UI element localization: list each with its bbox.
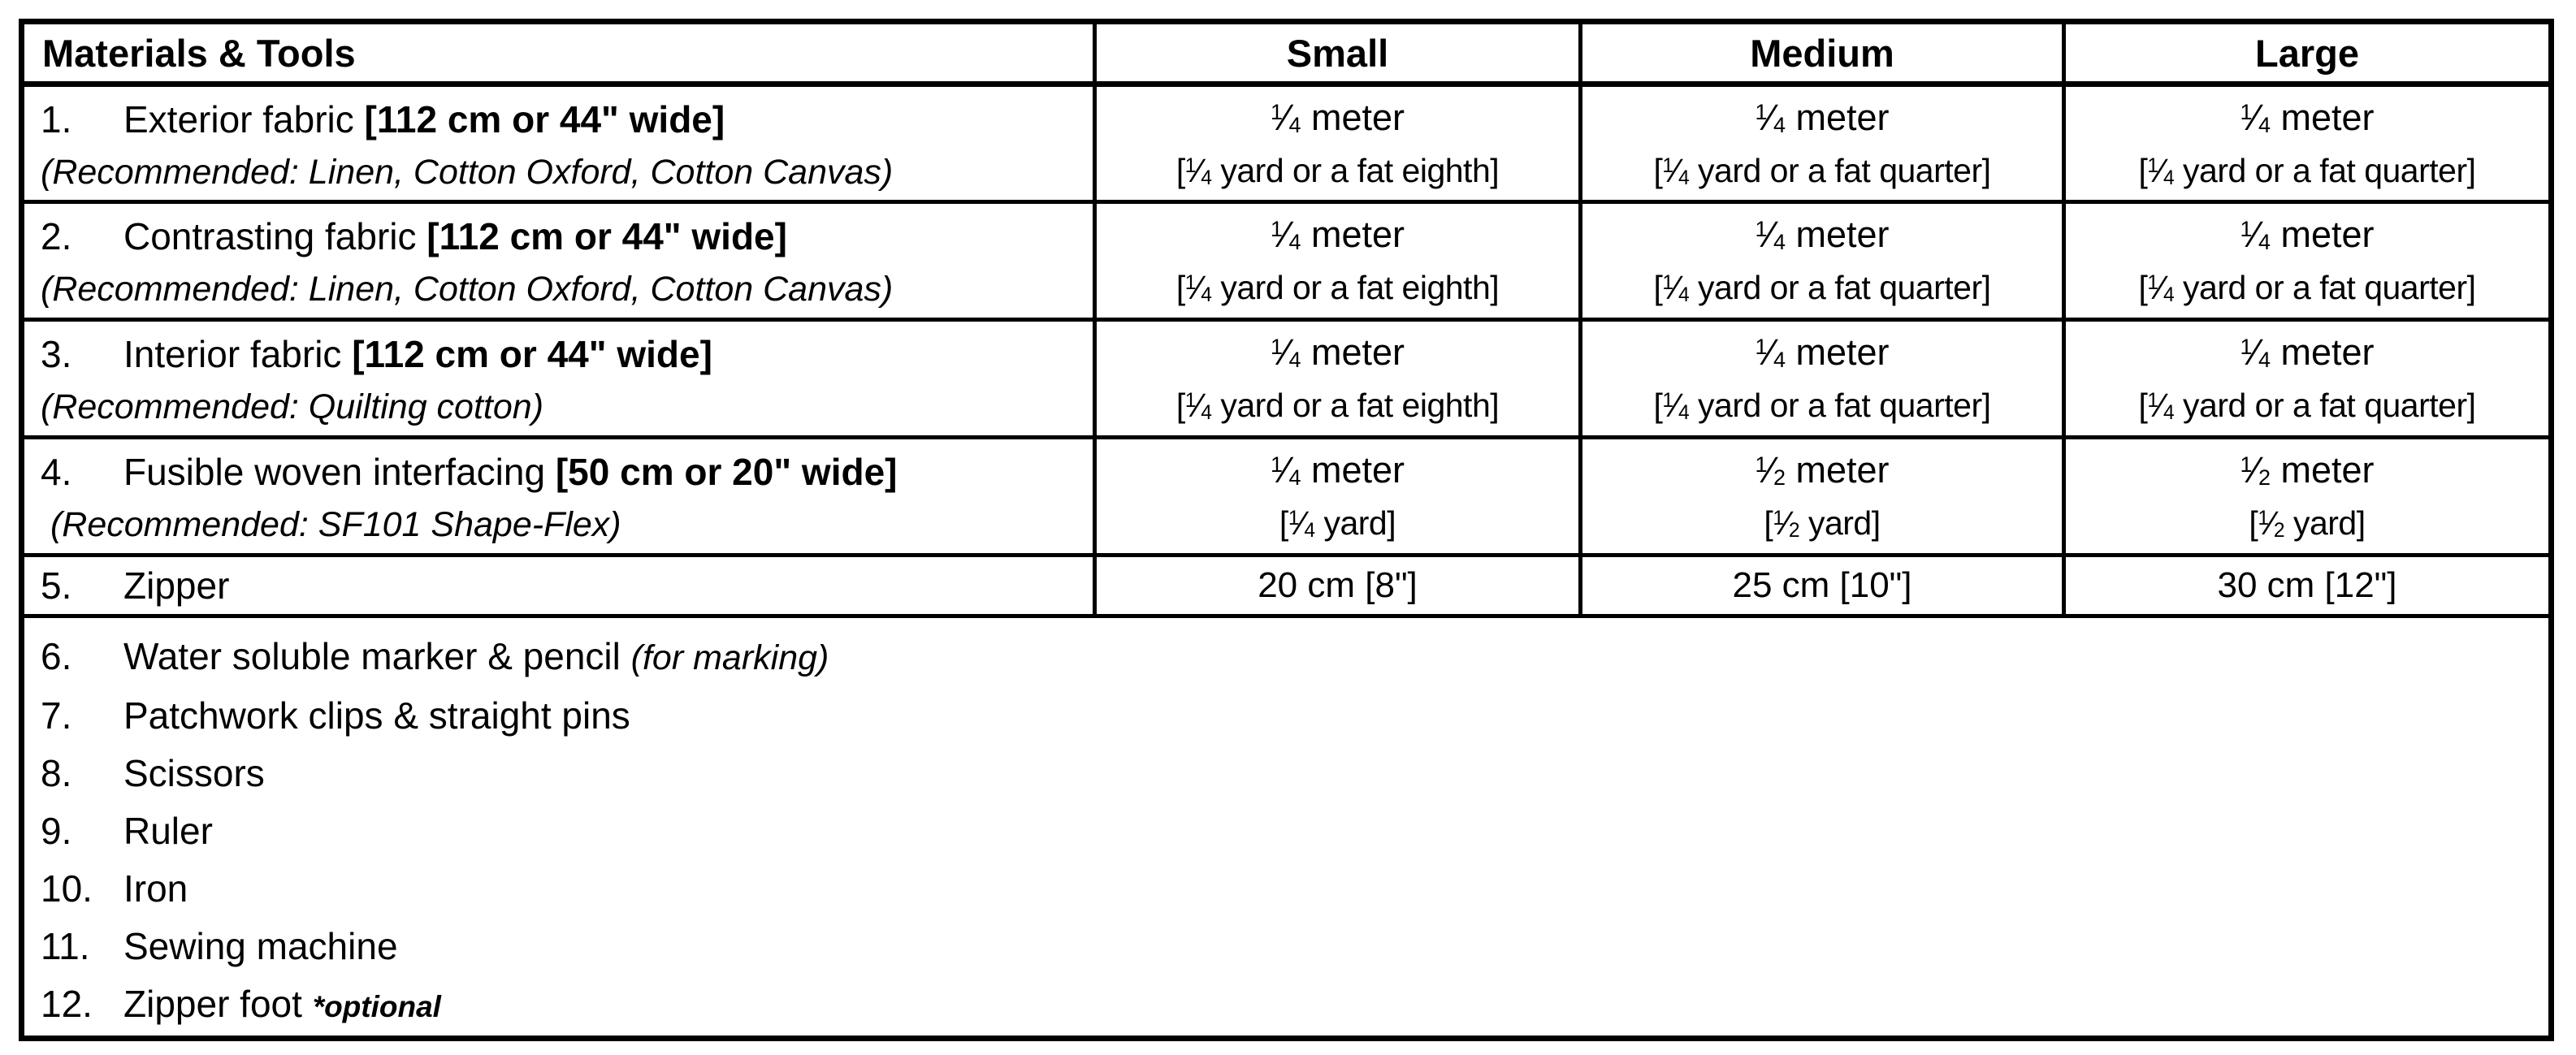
item-spec: [112 cm or 44" wide] (352, 333, 712, 375)
tool-list-item (41, 745, 2548, 802)
tool-list-item (41, 975, 2548, 1036)
imperial-amount: [$^1⁄_4$ yard or a fat eighth] (1175, 151, 1500, 189)
column-header-medium: Medium (1581, 22, 2064, 84)
tool-list-item (41, 628, 2548, 687)
material-name-cell (22, 556, 1095, 616)
materials-tools-table (19, 19, 2554, 1041)
material-title (41, 91, 1093, 148)
item-number: 9. (41, 810, 72, 852)
metric-amount: $^1⁄_4$ meter (1755, 214, 1890, 255)
item-number: 1. (41, 97, 72, 141)
small-value-cell (1095, 320, 1581, 438)
item-recommendation: (Recommended: SF101 Shape-Flex) (41, 505, 621, 544)
tool-list-item (41, 860, 2548, 918)
material-name-cell (22, 202, 1095, 320)
item-name: Exterior fabric (123, 97, 354, 141)
imperial-amount: [$^1⁄_4$ yard or a fat quarter] (2138, 269, 2476, 306)
item-number: 5. (41, 564, 72, 607)
metric-amount: $^1⁄_4$ meter (1755, 96, 1890, 138)
item-recommendation: (Recommended: Linen, Cotton Oxford, Cotton Canvas) (41, 152, 894, 192)
item-number: 10. (41, 867, 93, 910)
small-value-cell (1095, 84, 1581, 202)
material-name-cell (22, 438, 1095, 556)
tool-list-item (41, 802, 2548, 860)
small-value-cell (1095, 438, 1581, 556)
tool-list-item (41, 918, 2548, 975)
table-row-tools-list (22, 616, 2552, 1039)
material-title (41, 557, 1093, 614)
medium-value-cell (1581, 202, 2064, 320)
large-value-cell (2064, 438, 2552, 556)
metric-amount: $^1⁄_4$ meter (1270, 214, 1405, 255)
imperial-amount: [$^1⁄_4$ yard or a fat quarter] (2138, 387, 2476, 424)
item-spec: [50 cm or 20" wide] (555, 451, 898, 493)
imperial-amount: [$^1⁄_4$ yard] (1279, 504, 1396, 542)
medium-value-cell (1581, 320, 2064, 438)
table-row-exterior-fabric (22, 84, 2552, 202)
tool-label: Scissors (123, 752, 265, 794)
metric-amount: $^1⁄_4$ meter (1270, 449, 1405, 491)
tool-label: Ruler (123, 810, 213, 852)
medium-value-cell (1581, 84, 2064, 202)
tool-label: Water soluble marker & pencil (123, 635, 621, 677)
item-name: Zipper (123, 564, 230, 607)
item-number: 3. (41, 333, 72, 375)
table-row-contrasting-fabric (22, 202, 2552, 320)
item-number: 7. (41, 694, 72, 737)
imperial-amount: [$^1⁄_4$ yard or a fat eighth] (1175, 387, 1500, 424)
small-value-cell: 20 cm [8"] (1095, 556, 1581, 616)
material-title (41, 326, 1093, 383)
small-value-cell (1095, 202, 1581, 320)
item-name: Fusible woven interfacing (123, 451, 546, 493)
material-title (41, 443, 1093, 500)
metric-amount: $^1⁄_2$ meter (2240, 449, 2375, 491)
column-header-small: Small (1095, 22, 1581, 84)
tool-label: Patchwork clips & straight pins (123, 694, 630, 737)
large-value-cell (2064, 320, 2552, 438)
metric-amount: $^1⁄_2$ meter (1755, 449, 1890, 491)
tool-label: Sewing machine (123, 925, 398, 967)
imperial-amount: [$^1⁄_2$ yard] (1764, 504, 1881, 542)
material-title (41, 208, 1093, 265)
item-number: 2. (41, 215, 72, 257)
tool-note: (for marking) (630, 638, 829, 677)
metric-amount: $^1⁄_4$ meter (2240, 331, 2375, 373)
table-row-zipper (22, 556, 2552, 616)
metric-amount: $^1⁄_4$ meter (1270, 331, 1405, 373)
metric-amount: $^1⁄_4$ meter (1755, 331, 1890, 373)
material-name-cell (22, 84, 1095, 202)
material-name-cell (22, 320, 1095, 438)
imperial-amount: [$^1⁄_4$ yard or a fat quarter] (1653, 151, 1991, 189)
metric-amount: $^1⁄_4$ meter (2240, 214, 2375, 255)
item-number: 12. (41, 983, 93, 1025)
item-number: 4. (41, 451, 72, 493)
column-header-materials-tools: Materials & Tools (22, 22, 1095, 84)
imperial-amount: [$^1⁄_4$ yard or a fat eighth] (1175, 269, 1500, 306)
item-spec: [112 cm or 44" wide] (426, 215, 787, 257)
table-row-interior-fabric (22, 320, 2552, 438)
header-row (22, 22, 2552, 84)
item-name: Contrasting fabric (123, 215, 417, 257)
tool-note: *optional (312, 990, 441, 1023)
large-value-cell (2064, 84, 2552, 202)
metric-amount: $^1⁄_4$ meter (2240, 96, 2375, 138)
materials-sheet (19, 19, 2554, 1041)
item-recommendation: (Recommended: Quilting cotton) (41, 387, 544, 426)
imperial-amount: [$^1⁄_4$ yard or a fat quarter] (1653, 387, 1991, 424)
item-number: 8. (41, 752, 72, 794)
imperial-amount: [$^1⁄_2$ yard] (2249, 504, 2366, 542)
metric-amount: $^1⁄_4$ meter (1270, 96, 1405, 138)
item-number: 6. (41, 635, 72, 677)
large-value-cell: 30 cm [12"] (2064, 556, 2552, 616)
item-spec: [112 cm or 44" wide] (364, 97, 725, 141)
large-value-cell (2064, 202, 2552, 320)
tool-label: Iron (123, 867, 188, 910)
imperial-amount: [$^1⁄_4$ yard or a fat quarter] (2138, 151, 2476, 189)
medium-value-cell: 25 cm [10"] (1581, 556, 2064, 616)
tool-list-item (41, 687, 2548, 745)
imperial-amount: [$^1⁄_4$ yard or a fat quarter] (1653, 269, 1991, 306)
table-row-fusible-interfacing (22, 438, 2552, 556)
tool-label: Zipper foot (123, 983, 302, 1025)
tools-list-cell (22, 616, 2552, 1039)
item-number: 11. (41, 925, 90, 967)
item-name: Interior fabric (123, 333, 342, 375)
column-header-large: Large (2064, 22, 2552, 84)
medium-value-cell (1581, 438, 2064, 556)
item-recommendation: (Recommended: Linen, Cotton Oxford, Cotton Canvas) (41, 270, 894, 309)
